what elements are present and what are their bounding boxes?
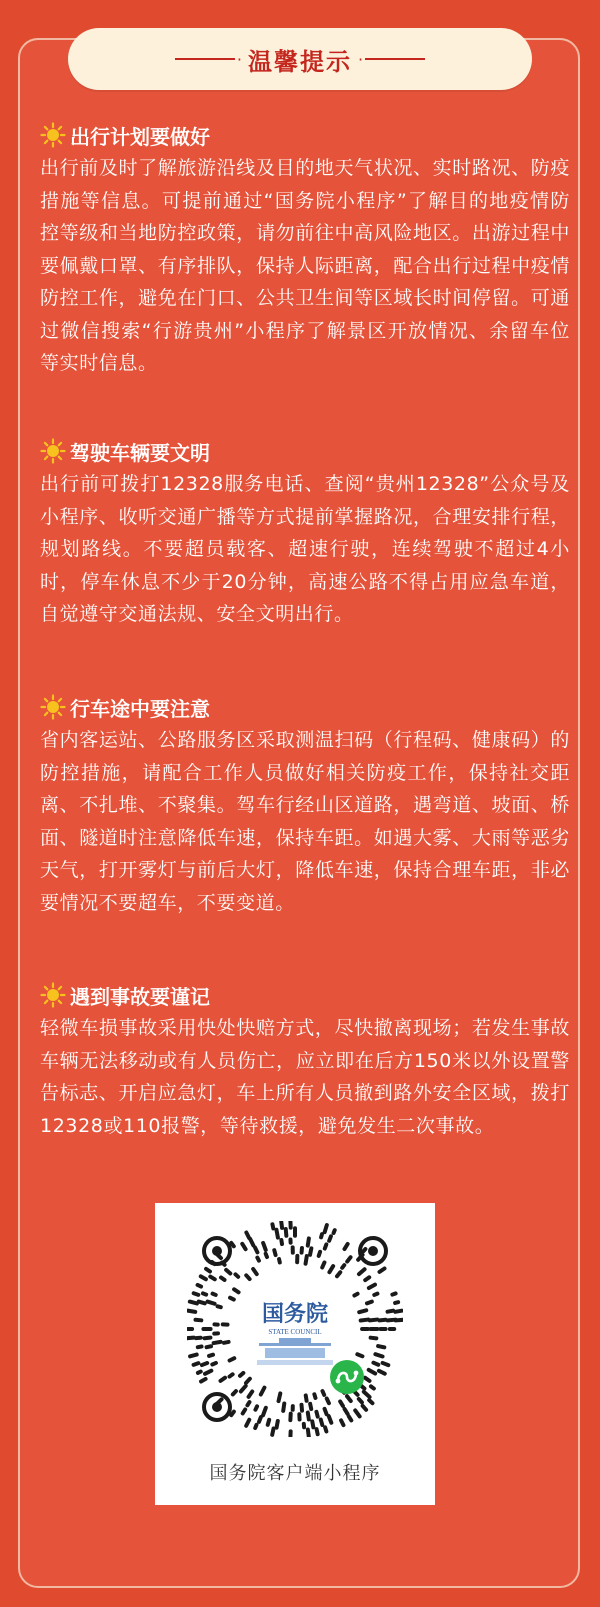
section-driving-civility <box>40 436 570 631</box>
logo-subtext: STATE COUNCIL <box>268 1328 322 1336</box>
qr-code-icon[interactable] <box>187 1221 403 1437</box>
section-body: 轻微车损事故采用快处快赔方式，尽快撤离现场；若发生事故车辆无法移动或有人员伤亡，应立即在后方150米以外设置警告标志、开启应急灯，车上所有人员撤到路外安全区域，拨打12328或110报警，等待救援，避免发生二次事故。 <box>40 1017 570 1137</box>
section-title: 遇到事故要谨记 <box>70 984 210 1009</box>
section-heading <box>40 692 570 722</box>
header-dot-right: · <box>358 49 364 69</box>
section-body: 省内客运站、公路服务区采取测温扫码（行程码、健康码）的防控措施，请配合工作人员做好相关防疫工作，保持社交距离、不扎堆、不聚集。驾车行经山区道路，遇弯道、坡面、桥面、隧道时注意降低车速，保持车距。如遇大雾、大雨等恶劣天气，打开雾灯与前后大灯，降低车速，保持合理车距，非必要情况不要超车，不要变道。 <box>40 729 570 914</box>
header-title: 温馨提示 <box>248 47 352 76</box>
header-dot-left: · <box>236 49 242 69</box>
sun-icon <box>40 438 66 464</box>
section-title: 出行计划要做好 <box>70 124 210 149</box>
qr-caption: 国务院客户端小程序 <box>209 1463 381 1484</box>
sun-icon <box>40 122 66 148</box>
header-line-right <box>365 58 425 60</box>
section-title: 驾驶车辆要文明 <box>70 440 210 465</box>
mini-program-qr-card <box>155 1203 435 1505</box>
header-line-left <box>175 58 235 60</box>
section-accident <box>40 980 570 1142</box>
section-travel-plan <box>40 120 570 380</box>
sun-icon <box>40 982 66 1008</box>
section-heading <box>40 120 570 150</box>
wechat-mini-program-icon <box>330 1360 364 1394</box>
logo-text: 国务院 <box>261 1301 329 1326</box>
section-body: 出行前可拨打12328服务电话、查阅“贵州12328”公众号及小程序、收听交通广播等方式提前掌握路况，合理安排行程，规划路线。不要超员载客、超速行驶，连续驾驶不超过4小时，停车休息不少于20分钟，高速公路不得占用应急车道，自觉遵守交通法规、安全文明出行。 <box>40 473 570 625</box>
section-body: 出行前及时了解旅游沿线及目的地天气状况、实时路况、防疫措施等信息。可提前通过“国务院小程序”了解目的地疫情防控等级和当地防控政策，请勿前往中高风险地区。出游过程中要佩戴口罩、有序排队，保持人际距离，配合出行过程中疫情防控工作，避免在门口、公共卫生间等区域长时间停留。可通过微信搜索“行游贵州”小程序了解景区开放情况、余留车位等实时信息。 <box>40 157 570 374</box>
section-heading <box>40 980 570 1010</box>
section-heading <box>40 436 570 466</box>
sun-icon <box>40 694 66 720</box>
section-title: 行车途中要注意 <box>70 696 210 721</box>
header-banner <box>68 28 532 90</box>
section-on-the-road <box>40 692 570 919</box>
